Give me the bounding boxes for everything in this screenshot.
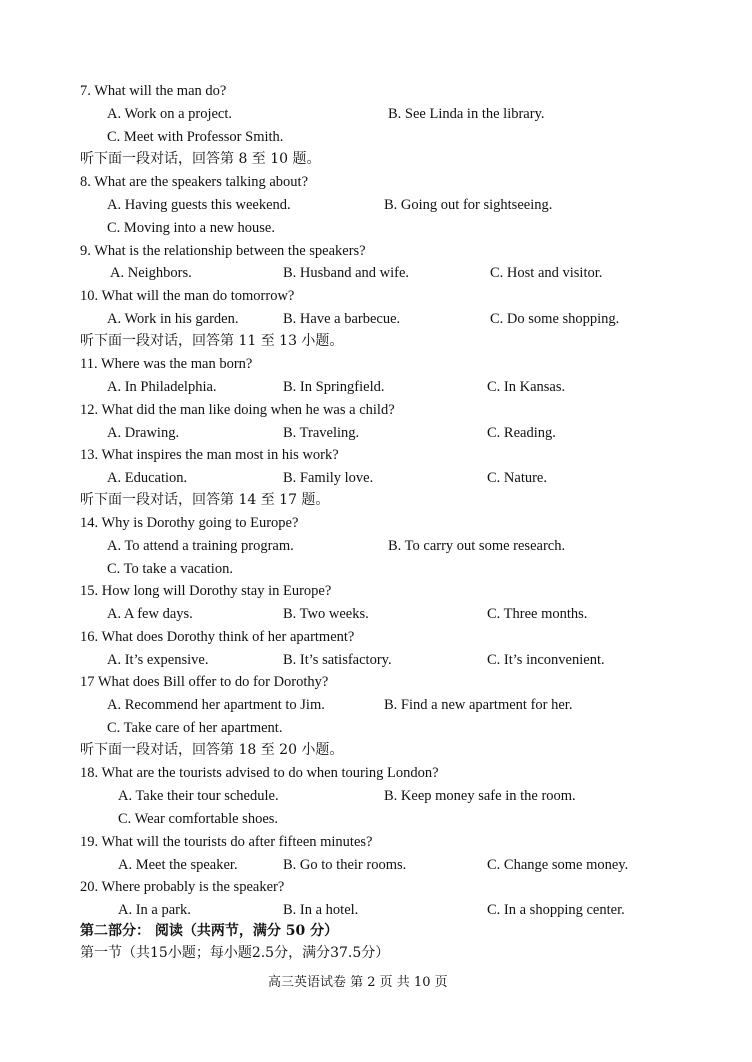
option-a: A. Drawing. [107, 425, 180, 441]
question-stem: 9. What is the relationship between the speakers? [80, 243, 366, 259]
option-c: C. Change some money. [487, 857, 629, 873]
section-instruction: 听下面一段对话，回答第 14 至 17 题。 [80, 492, 330, 508]
option-b: B. It’s satisfactory. [283, 652, 392, 668]
option-c: C. Host and visitor. [490, 265, 603, 281]
question-stem: 12. What did the man like doing when he was a child? [80, 402, 395, 418]
option-a: A. A few days. [107, 606, 193, 622]
option-b: B. Family love. [283, 470, 374, 486]
option-b: B. Keep money safe in the room. [384, 788, 576, 804]
option-a: A. Work on a project. [107, 106, 233, 122]
option-a: A. To attend a training program. [107, 538, 294, 554]
question-stem: 11. Where was the man born? [80, 356, 253, 372]
section-instruction: 听下面一段对话，回答第 18 至 20 小题。 [80, 742, 344, 758]
option-c: C. Moving into a new house. [107, 220, 275, 236]
option-b: B. Find a new apartment for her. [384, 697, 573, 713]
option-a: A. Having guests this weekend. [107, 197, 291, 213]
option-c: C. In a shopping center. [487, 902, 625, 918]
option-b: B. Have a barbecue. [283, 311, 401, 327]
question-stem: 18. What are the tourists advised to do when touring London? [80, 765, 439, 781]
section-instruction: 听下面一段对话，回答第 8 至 10 题。 [80, 151, 321, 167]
option-b: B. To carry out some research. [388, 538, 566, 554]
option-b: B. Traveling. [283, 425, 360, 441]
option-c: C. Meet with Professor Smith. [107, 129, 284, 145]
question-stem: 20. Where probably is the speaker? [80, 879, 285, 895]
question-stem: 14. Why is Dorothy going to Europe? [80, 515, 299, 531]
option-a: A. In Philadelphia. [107, 379, 217, 395]
option-b: B. Husband and wife. [283, 265, 410, 281]
option-c: C. Three months. [487, 606, 588, 622]
option-a: A. Neighbors. [110, 265, 192, 281]
question-stem: 17 What does Bill offer to do for Dorothy? [80, 674, 329, 690]
question-stem: 7. What will the man do? [80, 83, 227, 99]
question-stem: 15. How long will Dorothy stay in Europe? [80, 583, 332, 599]
option-c: C. Reading. [487, 425, 556, 441]
option-c: C. Do some shopping. [490, 311, 620, 327]
question-stem: 8. What are the speakers talking about? [80, 174, 309, 190]
option-b: B. Two weeks. [283, 606, 369, 622]
option-c: C. Wear comfortable shoes. [118, 811, 279, 827]
question-stem: 10. What will the man do tomorrow? [80, 288, 295, 304]
question-stem: 19. What will the tourists do after fifteen minutes? [80, 834, 373, 850]
option-a: A. It’s expensive. [107, 652, 209, 668]
option-c: C. Take care of her apartment. [107, 720, 283, 736]
question-stem: 16. What does Dorothy think of her apartment? [80, 629, 355, 645]
option-a: A. Take their tour schedule. [118, 788, 279, 804]
option-a: A. Meet the speaker. [118, 857, 238, 873]
section-instruction: 听下面一段对话，回答第 11 至 13 小题。 [80, 333, 344, 349]
question-stem: 13. What inspires the man most in his work? [80, 447, 339, 463]
option-b: B. Go to their rooms. [283, 857, 407, 873]
option-a: A. Work in his garden. [107, 311, 239, 327]
option-c: C. In Kansas. [487, 379, 566, 395]
option-c: C. To take a vacation. [107, 561, 233, 577]
page-footer: 高三英语试卷 第 2 页 共 10 页 [268, 975, 448, 990]
option-b: B. In Springfield. [283, 379, 385, 395]
option-b: B. Going out for sightseeing. [384, 197, 553, 213]
option-c: C. It’s inconvenient. [487, 652, 605, 668]
part-title: 第二部分： 阅读（共两节，满分 50 分） [80, 923, 339, 939]
section-title: 第一节（共15小题；每小题2.5分，满分37.5分） [80, 945, 390, 961]
option-a: A. Education. [107, 470, 188, 486]
option-b: B. See Linda in the library. [388, 106, 545, 122]
option-c: C. Nature. [487, 470, 547, 486]
option-a: A. In a park. [118, 902, 191, 918]
option-a: A. Recommend her apartment to Jim. [107, 697, 325, 713]
option-b: B. In a hotel. [283, 902, 359, 918]
